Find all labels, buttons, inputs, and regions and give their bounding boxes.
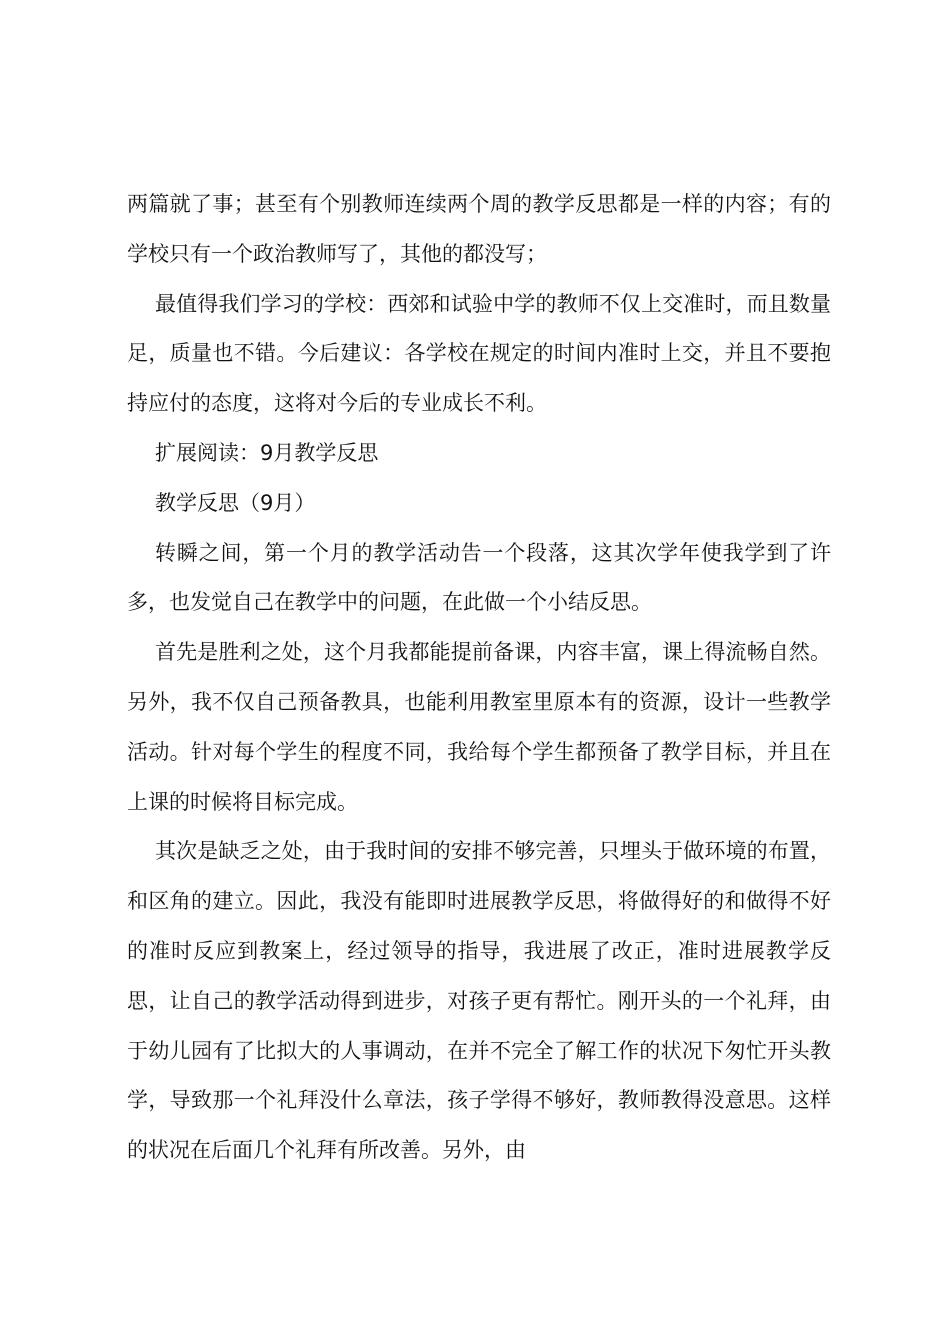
paragraph-2: 最值得我们学习的学校：西郊和试验中学的教师不仅上交准时，而且数量足，质量也不错。今后建议：各学校在规定的时间内准时上交，并且不要抱持应付的态度，这将对今后的专业成长不利。 bbox=[127, 291, 831, 416]
paragraph-successes: 首先是胜利之处，这个月我都能提前备课，内容丰富，课上得流畅自然。另外，我不仅自己预备教具，也能利用教室里原本有的资源，设计一些教学活动。针对每个学生的程度不同，我给每个学生都预备了教学目标，并且在上课的时候将目标完成。 bbox=[127, 640, 831, 814]
paragraph-extended-reading: 扩展阅读：9月教学反思 bbox=[155, 440, 379, 465]
paragraph-shortcomings: 其次是缺乏之处，由于我时间的安排不够完善，只埋头于做环境的布置，和区角的建立。因此，我没有能即时进展教学反思，将做得好的和做得不好的准时反应到教案上，经过领导的指导，我进展了改正，准时进展教学反思，让自己的教学活动得到进步，对孩子更有帮忙。刚开头的一个礼拜，由于幼儿园有了比拟大的人事调动，在并不完全了解工作的状况下匆忙开头教学，导致那一个礼拜没什么章法，孩子学得不够好，教师教得没意思。这样的状况在后面几个礼拜有所改善。另外，由 bbox=[127, 839, 831, 1163]
document-page bbox=[127, 180, 831, 1176]
paragraph-1: 两篇就了事；甚至有个别教师连续两个周的教学反思都是一样的内容；有的学校只有一个政治教师写了，其他的都没写； bbox=[127, 192, 831, 266]
paragraph-intro: 转瞬之间，第一个月的教学活动告一个段落，这其次学年使我学到了许多，也发觉自己在教学中的问题，在此做一个小结反思。 bbox=[127, 540, 831, 615]
section-heading: 教学反思（9月） bbox=[155, 490, 316, 515]
